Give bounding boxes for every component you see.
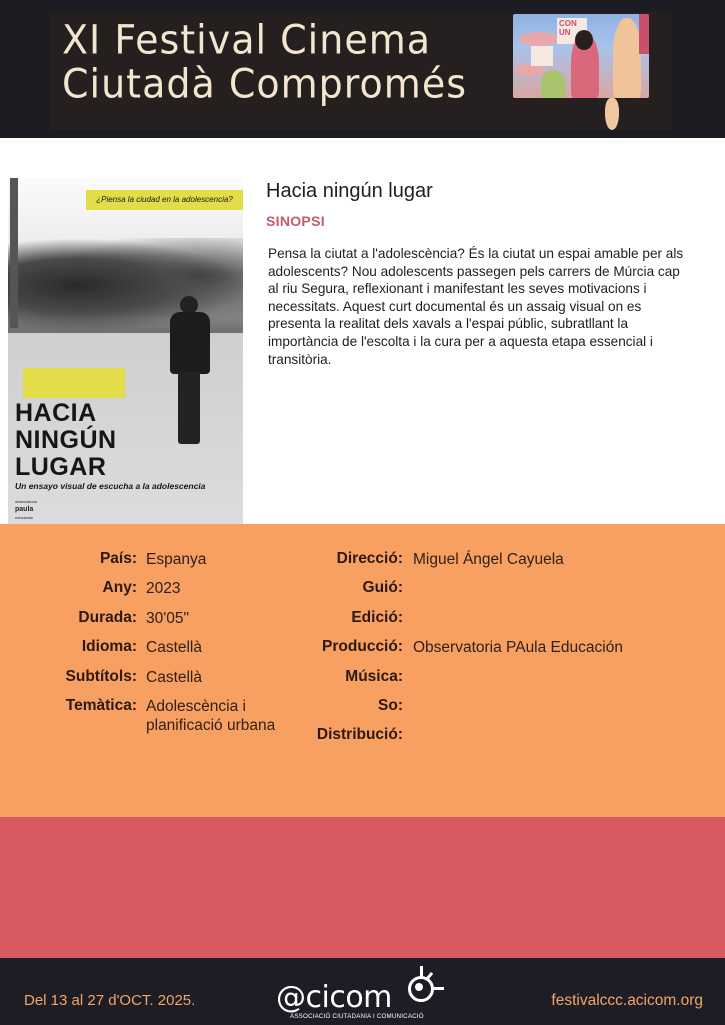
poster-subtitle: Un ensayo visual de escucha a la adolescencia <box>15 481 206 491</box>
acicom-tagline: ASSOCIACIÓ CIUTADANIA I COMUNICACIÓ <box>290 1013 424 1020</box>
detail-value: Observatoria PAula Educación <box>413 639 623 657</box>
detail-label: So: <box>378 696 403 714</box>
poster-title-line: HACIA <box>15 399 97 427</box>
detail-label: Producció: <box>322 638 403 656</box>
details-column-left <box>0 550 300 734</box>
footer <box>0 958 725 1025</box>
synopsis-text: Pensa la ciutat a l'adolescència? És la ciutat un espai amable per als adolescents? Nou adolescents passegen pels carrers de Múrcia cap al riu Segura, reflexionant i manifestant les seves motivacions i necessitats. Aquest curt documental és un assaig visual on es presenta la realitat dels xavals a l'espai públic, subratllant la importància de l'escolta i la cura per a aquesta etapa essencial i transitòria. <box>268 246 684 367</box>
poster-title <box>15 400 117 481</box>
detail-row-distribution <box>300 726 725 755</box>
poster-palm <box>10 178 18 328</box>
film-title: Hacia ningún lugar <box>266 180 433 202</box>
festival-title-line2: Ciutadà Compromés <box>62 60 467 108</box>
detail-row-subtitles <box>0 668 300 697</box>
eye-antenna-icon <box>434 987 444 990</box>
paula-logo-name: paula <box>15 506 34 513</box>
detail-value: Castellà <box>146 639 202 657</box>
festival-title <box>62 18 467 106</box>
hand-illustration-icon <box>605 98 619 130</box>
detail-row-script <box>300 579 725 608</box>
paula-logo-sub: educación <box>15 515 34 520</box>
poster-title-line: LUGAR <box>15 453 107 481</box>
detail-label: País: <box>99 550 137 567</box>
walker-legs <box>178 372 200 444</box>
detail-value: 2023 <box>146 580 181 598</box>
detail-value-line2: planificació urbana <box>146 716 276 734</box>
detail-row-language <box>0 638 300 667</box>
film-details <box>0 524 725 817</box>
walking-teen-figure <box>168 296 212 446</box>
protest-flag: CON UN <box>557 18 587 44</box>
protest-illustration-icon <box>513 14 649 98</box>
detail-row-sound <box>300 697 725 726</box>
detail-row-theme <box>0 696 300 734</box>
detail-label: Guió: <box>362 579 403 597</box>
detail-row-direction <box>300 550 725 579</box>
detail-row-editing <box>300 609 725 638</box>
poster-yellow-block <box>23 368 125 398</box>
paula-logo-small: observatorio <box>15 499 38 504</box>
festival-header <box>0 0 725 138</box>
protester-figure <box>541 70 565 98</box>
poster-tagline: ¿Piensa la ciudad en la adolescencia? <box>86 190 243 210</box>
detail-row-year <box>0 579 300 608</box>
detail-label: Any: <box>102 579 137 597</box>
detail-label: Idioma: <box>81 638 137 656</box>
walker-body <box>170 312 210 374</box>
detail-value: Espanya <box>146 551 207 568</box>
detail-row-duration <box>0 609 300 638</box>
detail-value: Castellà <box>146 668 202 686</box>
detail-row-production <box>300 638 725 667</box>
detail-label: Subtítols: <box>65 667 137 685</box>
details-column-right <box>300 550 725 756</box>
detail-value: 30'05" <box>146 609 189 627</box>
festival-title-line1: XI Festival Cinema <box>62 16 431 64</box>
protest-sign <box>531 46 553 66</box>
detail-row-music <box>300 668 725 697</box>
poster-title-line: NINGÚN <box>15 426 117 454</box>
detail-label: Durada: <box>78 608 137 626</box>
festival-dates: Del 13 al 27 d'OCT. 2025. <box>24 992 196 1009</box>
film-poster <box>8 178 243 524</box>
eye-icon <box>408 976 434 1002</box>
decorative-red-band <box>0 817 725 958</box>
protester-head <box>575 30 593 50</box>
flag-edge <box>639 14 649 54</box>
detail-value: Miguel Ángel Cayuela <box>413 551 564 568</box>
detail-label: Música: <box>345 667 403 685</box>
festival-website-link[interactable]: festivalccc.acicom.org <box>551 992 703 1009</box>
raised-hands <box>613 18 641 98</box>
acicom-logo <box>276 964 456 1024</box>
header-banner <box>50 12 672 130</box>
paula-logo <box>15 498 37 522</box>
eye-antenna-icon <box>420 966 423 977</box>
cloud-shape <box>519 32 559 46</box>
detail-label: Direcció: <box>336 550 403 567</box>
detail-row-country <box>0 550 300 579</box>
detail-value: Adolescència i <box>146 697 246 715</box>
detail-label: Distribució: <box>316 726 403 744</box>
acicom-wordmark: @cicom <box>276 980 392 1015</box>
synopsis-label: SINOPSI <box>266 213 325 229</box>
detail-label: Edició: <box>351 608 403 626</box>
detail-label: Temàtica: <box>65 696 137 714</box>
